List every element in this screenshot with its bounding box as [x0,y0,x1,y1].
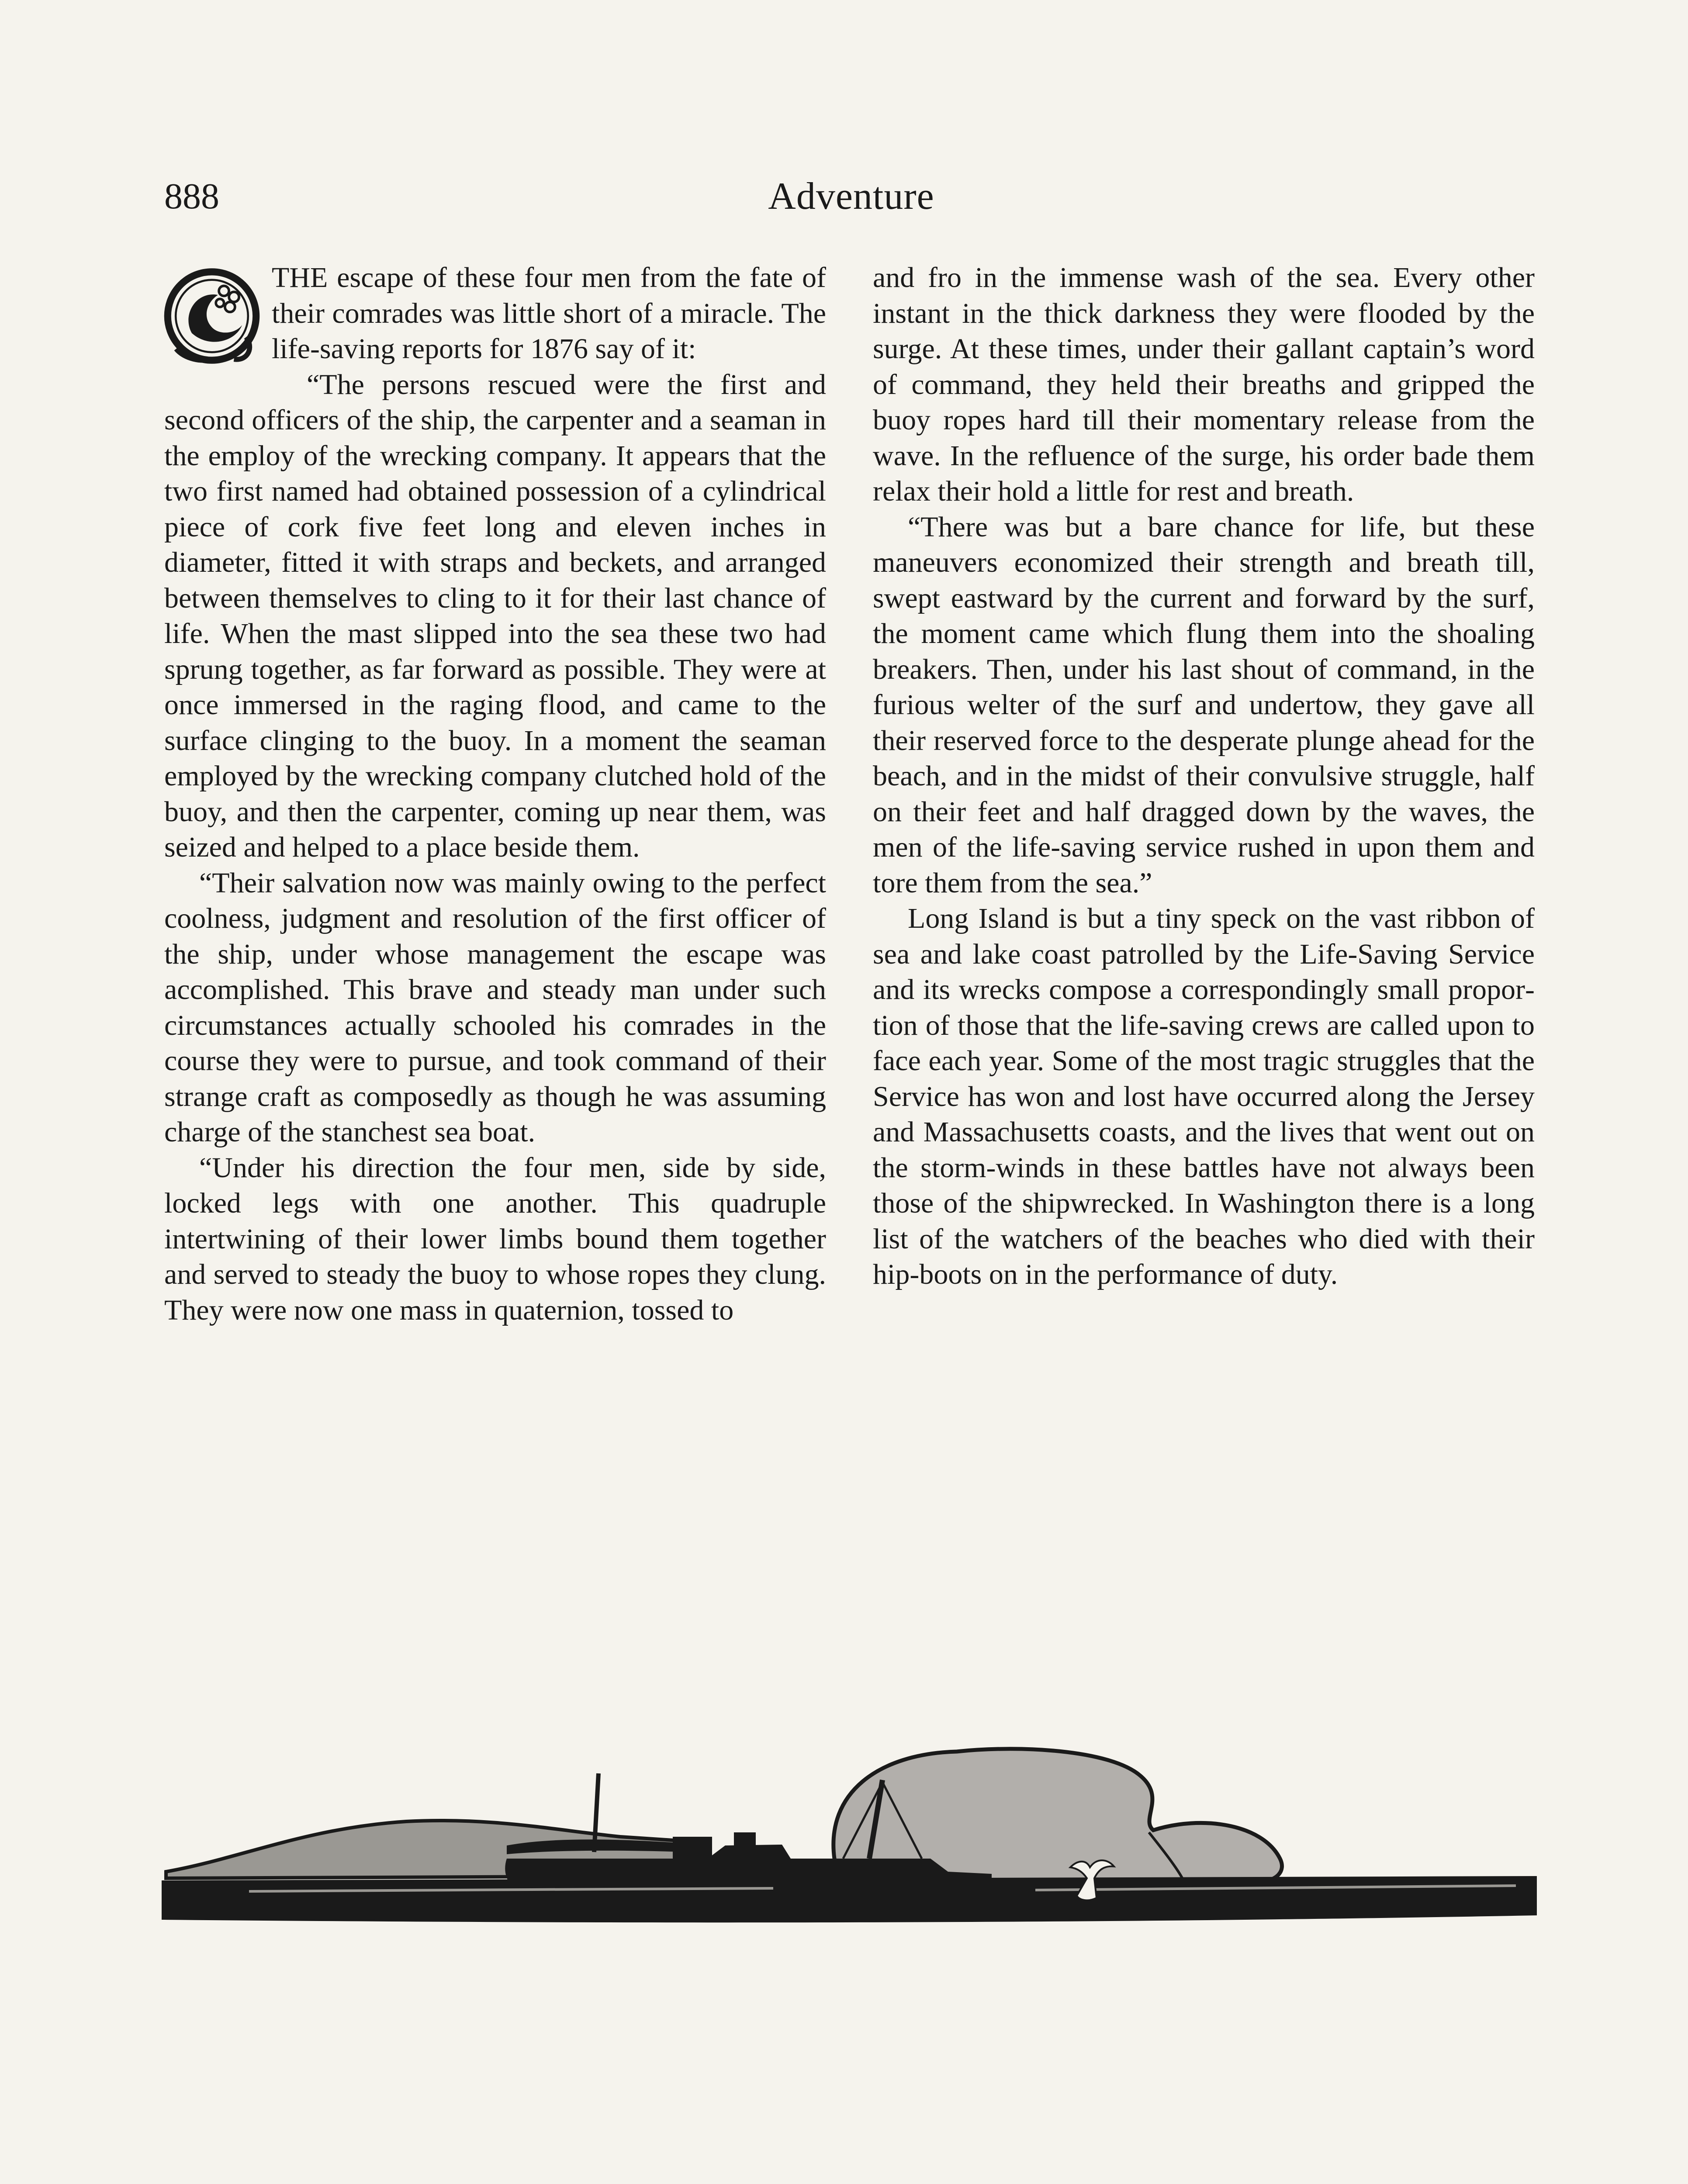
body-paragraph: “There was but a bare chance for life, but these maneuvers economized their strength and breath till, swept eastward by the current and forward by the surf, the moment came which flung them into the shoaling breakers. Then, under his last shout of command, in the furious welter of the surf and undertow, they gave all their reserved force to the desperate plunge ahead for the beach, and in the midst of their convulsive struggle, half on their feet and half dragged down by the waves, the men of the life-saving service rushed in upon them and tore them from the sea.” [873,511,1535,899]
running-head: Adventure [768,175,934,218]
continued-paragraph: and fro in the immense wash of the sea. Every other instant in the thick darkness they were flooded by the surge. At these times, under their gallant captain’s word of command, they held their breaths and gripped the buoy ropes hard till their momentary release from the wave. In the refluence of the surge, his order bade them relax their hold a little for rest and breath. [873,262,1535,507]
left-column [164,260,826,1328]
body-paragraph: “The persons rescued were the first and second officers of the ship, the carpenter and a seaman in the employ of the wrecking company. It appears that the two first named had obtained possession of a cylindrical piece of cork five feet long and eleven inches in diameter, fitted it with straps and beckets, and arranged between themselves to cling to it for their last chance of life. When the mast slipped into the sea these two had sprung together, as far forward as possible. They were at once immersed in the raging flood, and came to the surface clinging to the buoy. In a moment the seaman employed by the wrecking company clutched hold of the buoy, and then the carpenter, coming up near them, was seized and helped to a place beside them. [164,368,826,863]
lead-paragraph: THE escape of these four men from the fate of their comrades was little short of a miracle. The life-saving reports for 1876 say of it: [272,262,826,365]
page-header [164,173,1538,225]
right-column [873,260,1535,1292]
body-paragraph: “Under his direction the four men, side by side, locked legs with one another. This quadruple intertwining of their lower limbs bound them together and served to steady the buoy to whose ropes they clung. They were now one mass in quaternion, tossed to [164,1151,826,1326]
steamship-silhouette-icon [162,1728,1537,1937]
ornamental-initial-icon [162,263,262,370]
page-number: 888 [164,176,219,217]
body-paragraph: Long Island is but a tiny speck on the vast ribbon of sea and lake coast patrolled by the Life-Saving Service and its wrecks compose a correspondingly small proportion of those that the life-saving crews are called upon to face each year. Some of the most tragic struggles that the Service has won and lost have occurred along the Jersey and Massachusetts coasts, and the lives that went out on the storm-winds in these battles have not always been those of the shipwrecked. In Washington there is a long list of the watchers of the beaches who died with their hip-boots on in the performance of duty. [873,902,1535,1290]
body-paragraph: “Their salvation now was mainly owing to the perfect coolness, judgment and resolution of the first officer of the ship, under whose management the escape was accomplished. This brave and steady man under such circumstances actually schooled his comrades in the course they were to pursue, and took command of their strange craft as composedly as though he was assuming charge of the stanchest sea boat. [164,867,826,1148]
